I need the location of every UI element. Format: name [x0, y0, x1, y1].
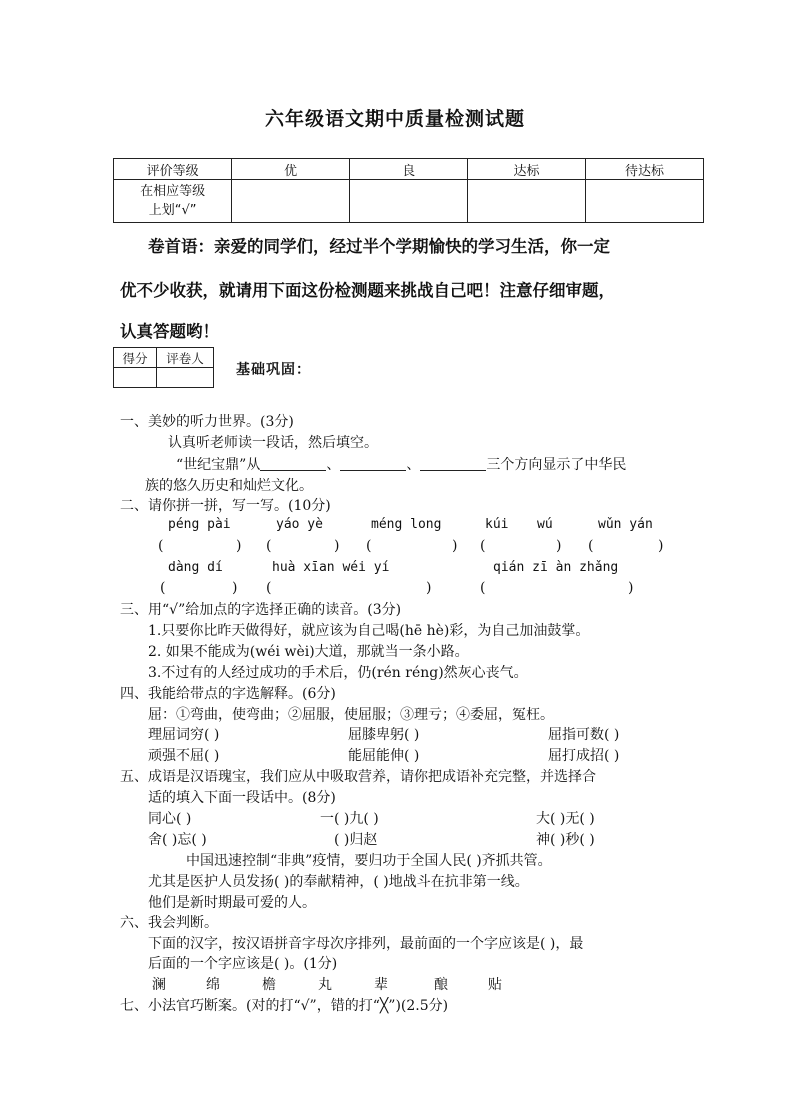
idiom-blank[interactable]: 一( )九( )	[320, 811, 379, 827]
question-heading: 二、请你拼一拼，写一写。(10分)	[120, 498, 331, 514]
paragraph-line: 尤其是医护人员发扬( )的奉献精神，( )地战斗在抗非第一线。	[148, 874, 529, 890]
question-heading: 四、我能给带点的字选解释。(6分)	[120, 686, 336, 702]
score-box	[113, 347, 214, 388]
pinyin-item: wǔn yán	[598, 517, 653, 532]
pinyin-item: dàng dí	[168, 560, 223, 575]
paren-close: )	[334, 538, 340, 554]
grade-row-label-line: 在相应等级	[140, 184, 206, 199]
pinyin-item: yáo yè	[276, 517, 323, 532]
grade-header-cell: 达标	[468, 159, 586, 180]
pinyin-item: péng pài	[168, 517, 231, 532]
page-title: 六年级语文期中质量检测试题	[264, 108, 525, 130]
blank-input[interactable]	[420, 456, 486, 471]
definition-text: 屈：①弯曲，使弯曲；②屈服，使屈服；③理亏；④委屈，冤枉。	[148, 707, 554, 723]
idiom-blank[interactable]: 舍( )忘( )	[148, 832, 207, 848]
pinyin-item: wú	[537, 517, 553, 532]
grade-header-cell: 评价等级	[114, 159, 232, 180]
question-heading-continued: 适的填入下面一段话中。(8分)	[148, 790, 336, 806]
grader-label: 评卷人	[157, 348, 214, 368]
character-item: 澜	[152, 977, 166, 993]
idiom-blank[interactable]: 同心( )	[148, 811, 192, 827]
question-heading: 五、成语是汉语瑰宝，我们应从中吸取营养，请你把成语补充完整，并选择合	[120, 769, 596, 785]
idiom-choice[interactable]: 屈指可数( )	[548, 727, 620, 743]
idiom-choice[interactable]: 屈膝卑躬( )	[348, 727, 420, 743]
paren-close: )	[556, 538, 562, 554]
idiom-blank[interactable]: ( )归赵	[334, 832, 378, 848]
question-text: 后面的一个字应该是( )。(1分)	[148, 956, 338, 972]
score-input-cell[interactable]	[114, 368, 157, 388]
character-item: 贴	[488, 977, 502, 993]
grade-header-cell: 优	[232, 159, 350, 180]
blank-input[interactable]	[340, 456, 406, 471]
question-sentence: 3.不过有的人经过成功的手术后，仍(rén réng)然灰心丧气。	[148, 665, 528, 681]
paren-close: )	[426, 580, 432, 596]
paren-open: (	[588, 538, 594, 554]
grade-row-label-line: 上划“√”	[148, 203, 197, 218]
grade-mark-cell-excellent[interactable]	[232, 180, 350, 223]
paren-open: (	[480, 538, 486, 554]
section-label: 基础巩固：	[236, 362, 311, 378]
paren-close: )	[658, 538, 664, 554]
paren-open: (	[160, 580, 166, 596]
fill-text: 族的悠久历史和灿烂文化。	[145, 478, 313, 494]
character-item: 绵	[206, 977, 220, 993]
character-item: 酿	[434, 977, 448, 993]
character-item: 檐	[262, 977, 276, 993]
paren-close: )	[232, 580, 238, 596]
paren-open: (	[266, 538, 272, 554]
grade-mark-cell-good[interactable]	[350, 180, 468, 223]
question-heading: 七、小法官巧断案。(对的打“√”，错的打“╳”)(2.5分)	[120, 998, 449, 1014]
separator: 、	[406, 457, 421, 473]
grade-header-cell: 待达标	[586, 159, 704, 180]
character-item: 辈	[374, 977, 388, 993]
paren-close: )	[628, 580, 634, 596]
paragraph-line: 中国迅速控制“非典”疫情，要归功于全国人民( )齐抓共管。	[186, 853, 552, 869]
question-instruction: 认真听老师读一段话，然后填空。	[168, 435, 378, 451]
intro-line: 认真答题哟！	[120, 322, 219, 341]
paren-close: )	[236, 538, 242, 554]
idiom-blank[interactable]: 大( )无( )	[536, 811, 595, 827]
pinyin-item: méng long	[371, 517, 442, 532]
idiom-choice[interactable]: 屈打成招( )	[548, 748, 620, 764]
idiom-choice[interactable]: 能屈能伸( )	[348, 748, 420, 764]
grade-row-label	[114, 180, 232, 223]
question-sentence: 1.只要你比昨天做得好，就应该为自己喝(hē hè)彩，为自己加油鼓掌。	[148, 623, 590, 639]
pinyin-item: kúi	[485, 517, 509, 532]
fill-text: 三个方向显示了中华民	[486, 457, 627, 473]
score-label: 得分	[114, 348, 157, 368]
paren-open: (	[366, 538, 372, 554]
paren-close: )	[452, 538, 458, 554]
question-heading: 三、用“√”给加点的字选择正确的读音。(3分)	[120, 602, 402, 618]
blank-input[interactable]	[260, 456, 326, 471]
grade-mark-cell-pending[interactable]	[586, 180, 704, 223]
fill-in-line	[176, 454, 626, 474]
grade-mark-cell-pass[interactable]	[468, 180, 586, 223]
question-text: 下面的汉字，按汉语拼音字母次序排列，最前面的一个字应该是( )，最	[148, 936, 584, 952]
question-sentence: 2. 如果不能成为(wéi wèi)大道，那就当一条小路。	[148, 644, 469, 660]
character-item: 丸	[318, 977, 332, 993]
grade-table	[113, 158, 704, 223]
paren-open: (	[480, 580, 486, 596]
intro-line: 卷首语：亲爱的同学们，经过半个学期愉快的学习生活，你一定	[148, 237, 610, 256]
question-heading: 六、我会判断。	[120, 915, 218, 931]
grade-header-cell: 良	[350, 159, 468, 180]
separator: 、	[326, 457, 341, 473]
idiom-choice[interactable]: 顽强不屈( )	[148, 748, 220, 764]
idiom-blank[interactable]: 神( )秒( )	[536, 832, 595, 848]
grader-input-cell[interactable]	[157, 368, 214, 388]
pinyin-item: qián zī àn zhǎng	[493, 560, 619, 575]
paragraph-line: 他们是新时期最可爱的人。	[148, 895, 316, 911]
idiom-choice[interactable]: 理屈词穷( )	[148, 727, 220, 743]
paren-open: (	[266, 580, 272, 596]
question-heading: 一、美妙的听力世界。(3分)	[120, 414, 294, 430]
fill-text: “世纪宝鼎”从	[176, 457, 261, 473]
intro-line: 优不少收获，就请用下面这份检测题来挑战自己吧！注意仔细审题，	[120, 281, 615, 300]
paren-open: (	[158, 538, 164, 554]
pinyin-item: huà xīan wéi yí	[272, 560, 390, 575]
